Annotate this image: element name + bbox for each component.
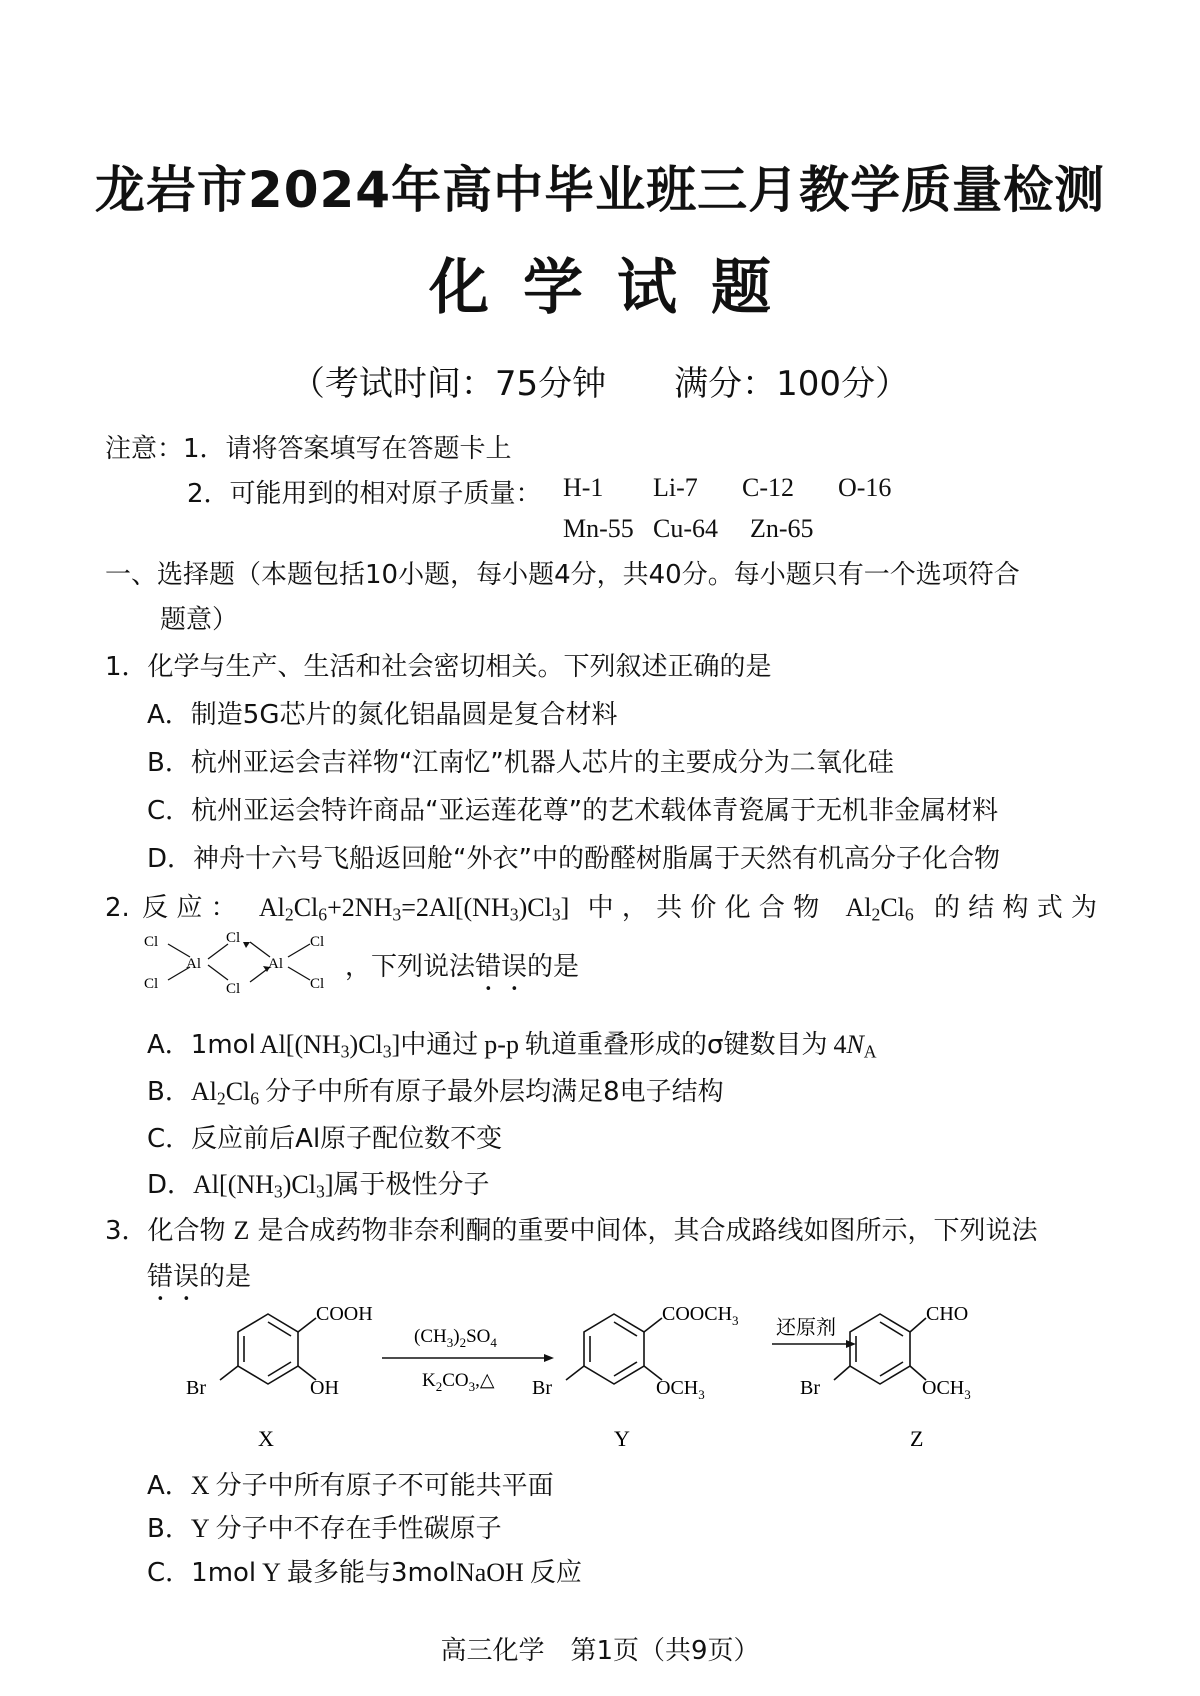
q2-option-a: A．1mol $Al[(NH_3)Cl_3]$中通过 p-p 轨道重叠形成的σ键数目为 $4N_A$ <box>147 1030 877 1062</box>
q2-option-c: C．反应前后Al原子配位数不变 <box>147 1124 503 1154</box>
section-heading-cont: 题意） <box>160 605 239 635</box>
mass-h: H-1 <box>563 473 604 502</box>
cl-atom-1: Cl <box>144 934 159 950</box>
al-atom-1: Al <box>186 956 201 972</box>
note-1: 1．请将答案填写在答题卡上 <box>183 434 512 464</box>
molecule-z <box>834 1314 926 1384</box>
section-heading: 一、选择题（本题包括10小题，每小题4分，共40分。每小题只有一个选项符合 <box>105 560 1020 590</box>
z-bromo-label: Br <box>800 1377 820 1399</box>
q1-option-d: D．神舟十六号飞船返回舱“外衣”中的酚醛树脂属于天然有机高分子化合物 <box>147 844 1000 874</box>
synthesis-scheme <box>170 1296 1050 1456</box>
reagent-1-top: $(CH_3)_2SO_4$ <box>414 1326 497 1350</box>
mass-c: C-12 <box>742 473 794 502</box>
cl-atom-3: Cl <box>310 934 325 950</box>
mass-li: Li-7 <box>653 473 698 502</box>
reagent-1-bottom: $K_2CO_3,\triangle$ <box>422 1370 495 1394</box>
page-footer: 高三化学 第1页（共9页） <box>440 1636 760 1666</box>
exam-info: （考试时间：75分钟 满分：100分） <box>290 364 910 404</box>
label-z: Z <box>910 1426 924 1451</box>
arrow-head-1 <box>544 1354 554 1362</box>
cl-atom-bridge-1: Cl <box>226 930 241 946</box>
q2-stem-end: 的 结 构 式 为 <box>934 893 1098 923</box>
label-x: X <box>258 1426 274 1451</box>
z-methoxy-label: $OCH_3$ <box>922 1377 971 1402</box>
q2-stem-line2-suffix: 的是 <box>527 952 580 982</box>
z-aldehyde-label: CHO <box>926 1303 969 1325</box>
q2-equation: $Al_2Cl_6+2NH_3=2Al[(NH_3)Cl_3]$ <box>258 893 570 925</box>
q1-option-a: A．制造5G芯片的氮化铝晶圆是复合材料 <box>147 700 618 730</box>
x-carboxyl-label: COOH <box>316 1303 373 1325</box>
q2-emphasis: 错误 <box>475 952 528 982</box>
q2-option-b: B．$Al_2Cl_6$ 分子中所有原子最外层均满足8电子结构 <box>147 1077 724 1109</box>
mass-o: O-16 <box>838 473 892 502</box>
mass-zn: Zn-65 <box>750 514 814 543</box>
mass-cu: Cu-64 <box>653 514 718 543</box>
q1-option-c: C．杭州亚运会特许商品“亚运莲花尊”的艺术载体青瓷属于无机非金属材料 <box>147 796 999 826</box>
q3-emphasis: 错误 <box>147 1262 200 1292</box>
y-methoxy-label: $OCH_3$ <box>656 1377 705 1402</box>
reagent-2: 还原剂 <box>776 1317 836 1339</box>
x-hydroxyl-label: OH <box>310 1377 339 1399</box>
molecule-x <box>220 1314 316 1384</box>
cl-atom-4: Cl <box>310 976 325 992</box>
mass-mn: Mn-55 <box>563 514 634 543</box>
q3-stem-line2-end: 的是 <box>199 1262 252 1292</box>
q2-formula-al2cl6: $Al_2Cl_6$ <box>845 893 914 925</box>
note-2 <box>187 473 542 510</box>
cl-atom-bridge-2: Cl <box>226 981 241 997</box>
q2-reaction-label: 反 应 ： <box>142 893 237 923</box>
y-ester-label: $COOCH_3$ <box>662 1303 739 1328</box>
q3-option-c: C．1mol Y 最多能与3molNaOH 反应 <box>147 1558 582 1588</box>
x-bromo-label: Br <box>186 1377 206 1399</box>
q3-stem: 3．化合物 Z 是合成药物非奈利酮的重要中间体，其合成路线如图所示，下列说法 <box>105 1216 1038 1246</box>
q2-option-d: D．$Al[(NH_3)Cl_3]$属于极性分子 <box>147 1170 490 1202</box>
q2-stem-line2 <box>345 946 579 997</box>
label-y: Y <box>614 1426 630 1451</box>
arrow-head-2 <box>846 1340 856 1348</box>
cl-atom-2: Cl <box>144 976 159 992</box>
q2-number: 2. <box>105 893 130 923</box>
exam-title: 龙岩市2024年高中毕业班三月教学质量检测 <box>94 161 1106 219</box>
q1-option-b: B．杭州亚运会吉祥物“江南忆”机器人芯片的主要成分为二氧化硅 <box>147 748 894 778</box>
notes-line-1 <box>105 428 512 465</box>
q2-stem-line2-prefix: ，下列说法 <box>345 952 476 982</box>
q1-stem: 1．化学与生产、生活和社会密切相关。下列叙述正确的是 <box>105 652 772 682</box>
molecule-y <box>566 1314 662 1384</box>
note-2-prefix: 2．可能用到的相对原子质量： <box>187 479 542 509</box>
q2-stem-mid: 中 ， 共 价 化 合 物 <box>587 893 820 923</box>
notes-label: 注意： <box>105 434 184 464</box>
q2-stem <box>105 887 1097 924</box>
q3-option-b: B．Y 分子中不存在手性碳原子 <box>147 1514 502 1544</box>
y-bromo-label: Br <box>532 1377 552 1399</box>
al-atom-2: Al <box>268 956 283 972</box>
subject-title: 化学试题 <box>429 253 805 323</box>
q3-option-a: A．X 分子中所有原子不可能共平面 <box>147 1471 554 1501</box>
al2cl6-structure <box>142 926 342 998</box>
